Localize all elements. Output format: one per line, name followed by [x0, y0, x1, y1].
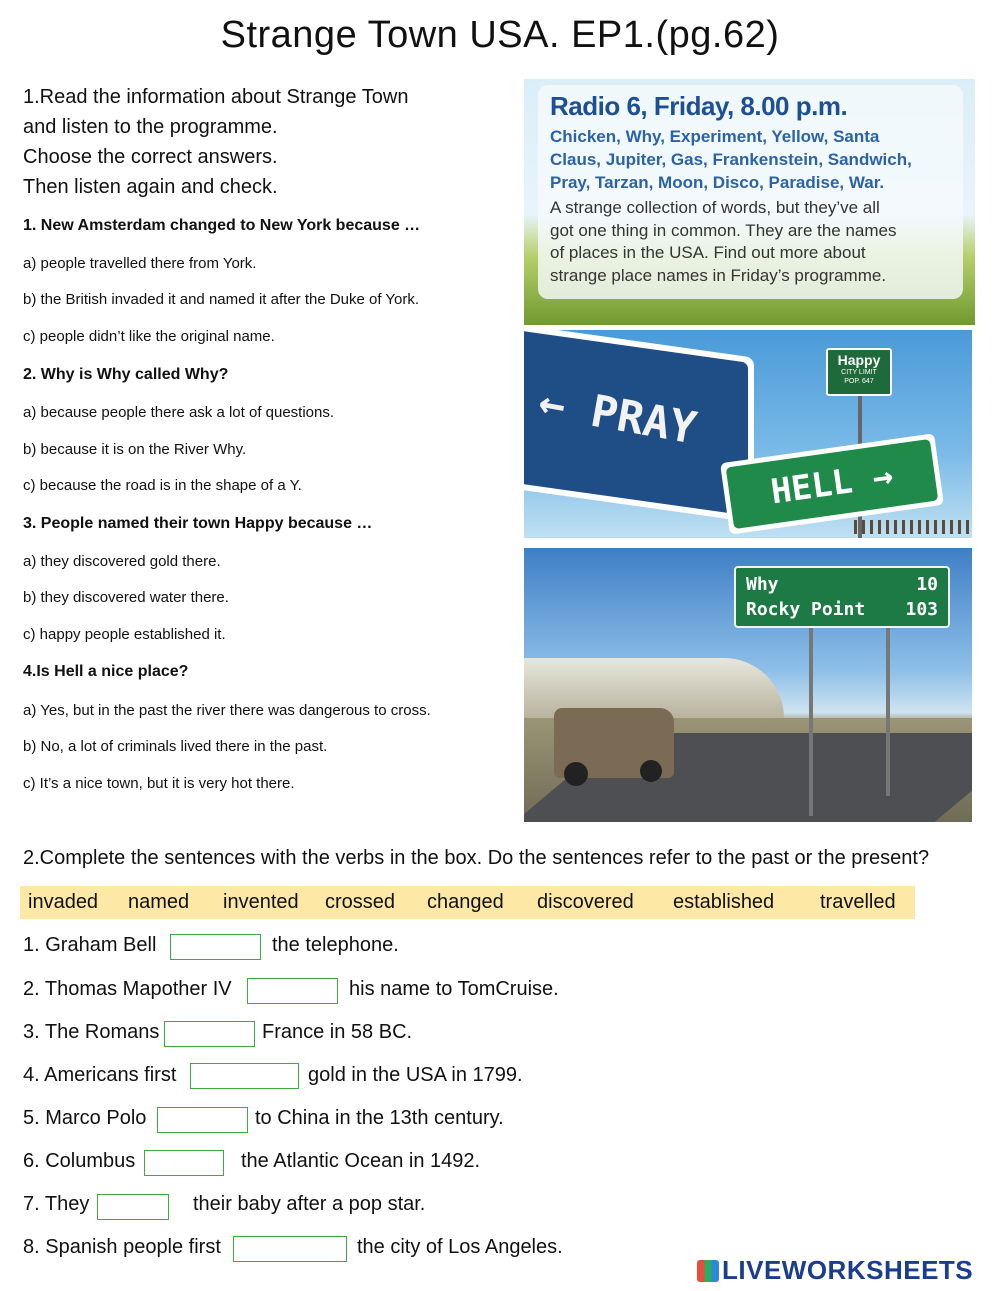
verb-changed: changed: [427, 891, 504, 913]
sign-pole: [809, 616, 813, 816]
exercise2-instructions: 2.Complete the sentences with the verbs in the box. Do the sentences refer to the past or the present?: [23, 847, 930, 869]
city-limit-label: CITY LIMIT: [841, 369, 877, 376]
page-title: Strange Town USA. EP1.(pg.62): [220, 14, 780, 56]
option-1c[interactable]: c) people didn’t like the original name.: [23, 328, 275, 345]
sentence-5-end: to China in the 13th century.: [255, 1107, 504, 1129]
sentence-2: 2. Thomas Mapother IV: [23, 978, 232, 1000]
happy-label: Happy: [837, 352, 881, 368]
verb-established: established: [673, 891, 775, 913]
option-1b[interactable]: b) the British invaded it and named it after the Duke of York.: [23, 291, 420, 308]
intro-line: Choose the correct answers.: [23, 146, 278, 168]
question-3: 3. People named their town Happy because …: [23, 515, 373, 532]
hell-sign: HELL →: [726, 439, 939, 529]
logo-text: LIVEWORKSHEETS: [722, 1255, 974, 1285]
word-list-line: Pray, Tarzan, Moon, Disco, Paradise, War.: [550, 173, 885, 192]
sentence-3: 3. The Romans: [23, 1021, 160, 1043]
sentence-6-end: the Atlantic Ocean in 1492.: [241, 1150, 481, 1172]
option-2a[interactable]: a) because people there ask a lot of questions.: [23, 404, 335, 421]
sign-why-distance: 10: [916, 574, 938, 595]
fence: [854, 520, 972, 534]
answer-input-8[interactable]: [233, 1236, 347, 1262]
verb-invented: invented: [223, 891, 299, 913]
answer-input-2[interactable]: [247, 978, 338, 1004]
sign-rocky-distance: 103: [905, 599, 938, 620]
verb-box: [20, 886, 915, 919]
logo-icon: [697, 1260, 719, 1282]
body-line: strange place names in Friday’s programme.: [550, 265, 887, 285]
body-line: A strange collection of words, but they’ve all: [550, 198, 880, 217]
sentence-4-end: gold in the USA in 1799.: [308, 1064, 523, 1086]
sign-why: Why: [746, 574, 779, 595]
answer-input-1[interactable]: [170, 934, 261, 960]
sentence-2-end: his name to TomCruise.: [349, 978, 559, 1000]
option-3c[interactable]: c) happy people established it.: [23, 626, 226, 643]
sentence-8: 8. Spanish people first: [23, 1236, 221, 1258]
sentence-1: 1. Graham Bell: [23, 934, 157, 956]
sentence-6: 6. Columbus: [23, 1150, 136, 1172]
verb-invaded: invaded: [28, 891, 99, 913]
sentence-8-end: the city of Los Angeles.: [357, 1236, 563, 1258]
verb-discovered: discovered: [537, 891, 634, 913]
body-line: got one thing in common. They are the names: [550, 220, 897, 240]
option-3b[interactable]: b) they discovered water there.: [23, 589, 229, 606]
option-4b[interactable]: b) No, a lot of criminals lived there in the past.: [23, 738, 328, 755]
sentence-7-end: their baby after a pop star.: [193, 1193, 426, 1215]
sentence-3-end: France in 58 BC.: [262, 1021, 413, 1043]
sentence-7: 7. They: [23, 1193, 90, 1215]
radio-body-text: [550, 197, 897, 287]
sign-pole: [886, 616, 890, 796]
pray-sign-text: ← PRAY: [534, 376, 701, 455]
intro-line: 1.Read the information about Strange Town: [23, 86, 409, 108]
option-2b[interactable]: b) because it is on the River Why.: [23, 441, 247, 458]
intro-line: and listen to the programme.: [23, 116, 278, 138]
question-2: 2. Why is Why called Why?: [23, 366, 229, 383]
road-sign-image-why: [524, 548, 972, 822]
verb-travelled: travelled: [820, 891, 896, 913]
pray-label: PRAY: [586, 385, 701, 455]
answer-input-3[interactable]: [164, 1021, 255, 1047]
verb-crossed: crossed: [325, 891, 396, 913]
question-4: 4.Is Hell a nice place?: [23, 663, 189, 680]
signs-image-pray-hell: [524, 330, 972, 538]
verb-named: named: [128, 891, 190, 913]
option-4c[interactable]: c) It’s a nice town, but it is very hot there.: [23, 775, 295, 792]
sentence-5: 5. Marco Polo: [23, 1107, 147, 1129]
sign-rocky-point: Rocky Point: [746, 599, 866, 620]
sentence-1-end: the telephone.: [272, 934, 399, 956]
radio-heading: Radio 6, Friday, 8.00 p.m.: [550, 91, 848, 121]
liveworksheets-logo: [697, 1255, 973, 1286]
distance-sign: [734, 566, 950, 628]
hell-label: HELL: [768, 461, 856, 513]
happy-sign: [826, 348, 892, 396]
intro-line: Then listen again and check.: [23, 176, 278, 198]
question-1: 1. New Amsterdam changed to New York because …: [23, 217, 421, 234]
option-1a[interactable]: a) people travelled there from York.: [23, 255, 257, 272]
suv-wheel: [564, 762, 588, 786]
answer-input-6[interactable]: [144, 1150, 224, 1176]
word-list-line: Claus, Jupiter, Gas, Frankenstein, Sandwich,: [550, 150, 912, 169]
population-label: POP. 647: [844, 378, 874, 385]
radio-word-list: [550, 125, 912, 194]
radio-info-image: [524, 79, 975, 325]
option-3a[interactable]: a) they discovered gold there.: [23, 553, 221, 570]
exercise1-instructions: [23, 82, 408, 202]
answer-input-7[interactable]: [97, 1194, 169, 1220]
answer-input-5[interactable]: [157, 1107, 248, 1133]
option-4a[interactable]: a) Yes, but in the past the river there was dangerous to cross.: [23, 702, 431, 719]
word-list-line: Chicken, Why, Experiment, Yellow, Santa: [550, 127, 880, 146]
suv-wheel: [640, 760, 662, 782]
option-2c[interactable]: c) because the road is in the shape of a Y.: [23, 477, 302, 494]
body-line: of places in the USA. Find out more about: [550, 243, 866, 262]
answer-input-4[interactable]: [190, 1063, 299, 1089]
sentence-4: 4. Americans first: [23, 1064, 177, 1086]
